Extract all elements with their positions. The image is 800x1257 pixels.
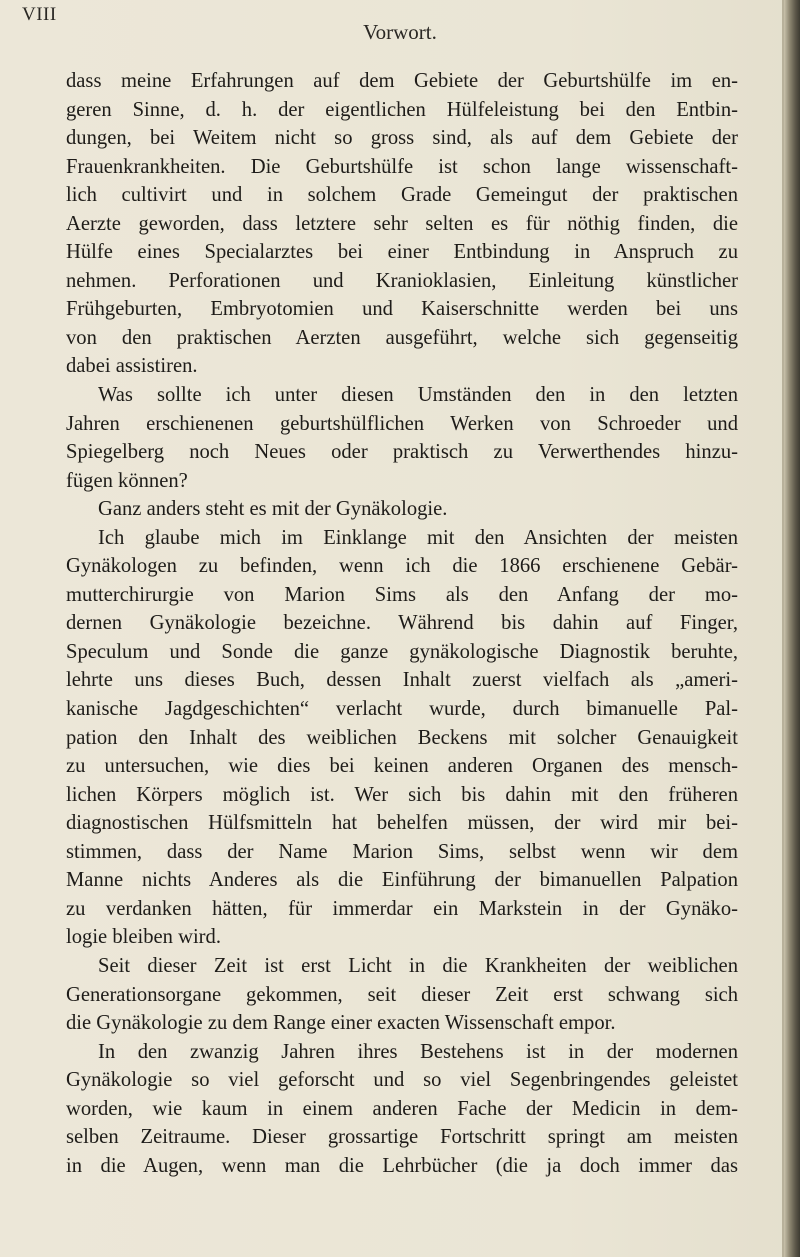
text-line: Spiegelberg noch Neues oder praktisch zu Verwerthendes hinzu-: [66, 441, 738, 464]
text-line: Hülfe eines Specialarztes bei einer Entbindung in Anspruch zu: [66, 241, 738, 264]
text-line: kanische Jagdgeschichten“ verlacht wurde, durch bimanuelle Pal-: [66, 698, 738, 721]
text-line: dass meine Erfahrungen auf dem Gebiete der Geburtshülfe im en-: [66, 70, 738, 92]
text-line: Gynäkologen zu befinden, wenn ich die 1866 erschienene Gebär-: [66, 555, 738, 578]
text-line: von den praktischen Aerzten ausgeführt, welche sich gegenseitig: [66, 326, 738, 349]
text-line: in die Augen, wenn man die Lehrbücher (die ja doch immer das: [66, 1154, 738, 1177]
text-line: lehrte uns dieses Buch, dessen Inhalt zuerst vielfach als „ameri-: [66, 669, 738, 692]
text-line: Frühgeburten, Embryotomien und Kaiserschnitte werden bei uns: [66, 298, 738, 321]
text-line: dabei assistiren.: [66, 355, 198, 378]
text-line: dungen, bei Weitem nicht so gross sind, als auf dem Gebiete der: [66, 127, 738, 150]
text-line: pation den Inhalt des weiblichen Beckens mit solcher Genauigkeit: [66, 726, 738, 749]
text-line: Aerzte geworden, dass letztere sehr selten es für nöthig finden, die: [66, 212, 738, 235]
text-line: fügen können?: [66, 469, 188, 492]
text-line: In den zwanzig Jahren ihres Bestehens ist in der modernen: [98, 1040, 738, 1063]
text-line: zu untersuchen, wie dies bei keinen anderen Organen des mensch-: [66, 755, 738, 778]
text-line: Frauenkrankheiten. Die Geburtshülfe ist schon lange wissenschaft-: [66, 155, 738, 178]
text-line: stimmen, dass der Name Marion Sims, selbst wenn wir dem: [66, 840, 738, 863]
page-number: VIII: [22, 4, 57, 25]
text-line: dernen Gynäkologie bezeichne. Während bis dahin auf Finger,: [66, 612, 738, 635]
text-line: geren Sinne, d. h. der eigentlichen Hülfeleistung bei den Entbin-: [66, 98, 738, 121]
text-line: mutterchirurgie von Marion Sims als den Anfang der mo-: [66, 583, 738, 606]
text-line: lich cultivirt und in solchem Grade Gemeingut der praktischen: [66, 184, 738, 207]
book-binding-edge: [784, 0, 800, 1257]
text-line: logie bleiben wird.: [66, 926, 221, 949]
text-line: nehmen. Perforationen und Kranioklasien, Einleitung künstlicher: [66, 269, 738, 292]
text-line: Generationsorgane gekommen, seit dieser Zeit erst schwang sich: [66, 983, 738, 1006]
text-line: Gynäkologie so viel geforscht und so viel Segenbringendes geleistet: [66, 1069, 738, 1092]
text-line: Ich glaube mich im Einklange mit den Ansichten der meisten: [98, 526, 738, 549]
text-line: Speculum und Sonde die ganze gynäkologische Diagnostik beruhte,: [66, 640, 738, 663]
text-line: Manne nichts Anderes als die Einführung der bimanuellen Palpation: [66, 869, 738, 892]
text-line: Was sollte ich unter diesen Umständen den in den letzten: [98, 384, 738, 407]
text-line: diagnostischen Hülfsmitteln hat behelfen müssen, der wird mir bei-: [66, 812, 738, 835]
text-line: Seit dieser Zeit ist erst Licht in die Krankheiten der weiblichen: [98, 954, 738, 977]
text-line: Jahren erschienenen geburtshülflichen Werken von Schroeder und: [66, 412, 738, 435]
text-line: die Gynäkologie zu dem Range einer exacten Wissenschaft empor.: [66, 1012, 616, 1035]
text-line: selben Zeitraume. Dieser grossartige Fortschritt springt am meisten: [66, 1126, 738, 1149]
body-text: [66, 67, 738, 1180]
text-line: zu verdanken hätten, für immerdar ein Markstein in der Gynäko-: [66, 897, 738, 920]
text-line: Ganz anders steht es mit der Gynäkologie.: [98, 498, 448, 521]
text-line: worden, wie kaum in einem anderen Fache der Medicin in dem-: [66, 1097, 738, 1120]
running-head: Vorwort.: [363, 20, 437, 44]
text-line: lichen Körpers möglich ist. Wer sich bis dahin mit den früheren: [66, 783, 738, 806]
